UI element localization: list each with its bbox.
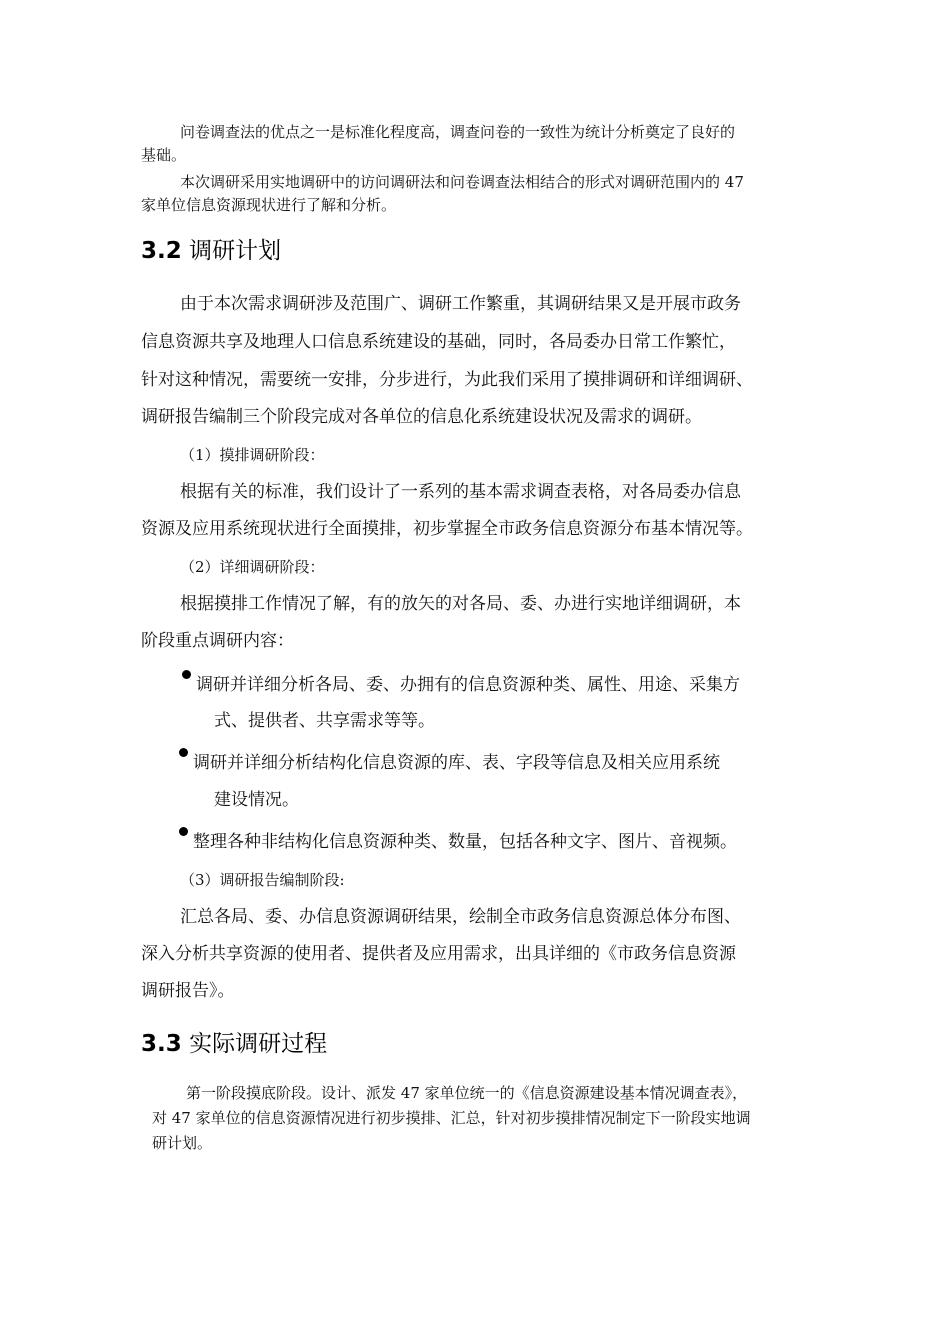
process-line3: 研计划。 xyxy=(152,1134,213,1152)
stage1-heading: （1）摸排调研阶段： xyxy=(180,446,325,464)
plan-para-line1: 由于本次需求调研涉及范围广、调研工作繁重，其调研结果又是开展市政务 xyxy=(180,294,741,314)
section-heading-3-2 xyxy=(141,236,281,266)
stage3-line3: 调研报告》。 xyxy=(141,981,235,1001)
section-title: 实际调研过程 xyxy=(189,1031,328,1057)
stage3-line1: 汇总各局、委、办信息资源调研结果，绘制全市政务信息资源总体分布图、 xyxy=(180,907,741,927)
bullet-icon xyxy=(179,827,188,836)
bullet3-line1: 整理各种非结构化信息资源种类、数量，包括各种文字、图片、音视频。 xyxy=(193,832,737,852)
stage1-line1: 根据有关的标准，我们设计了一系列的基本需求调查表格，对各局委办信息 xyxy=(180,482,741,502)
bullet1-line1: 调研并详细分析各局、委、办拥有的信息资源种类、属性、用途、采集方 xyxy=(196,675,740,695)
section-title: 调研计划 xyxy=(189,238,282,264)
stage2-line2: 阶段重点调研内容： xyxy=(141,631,294,651)
stage3-line2: 深入分析共享资源的使用者、提供者及应用需求，出具详细的《市政务信息资源 xyxy=(141,944,736,964)
section-number: 3.2 xyxy=(141,238,182,264)
intro-para1-line2: 基础。 xyxy=(141,146,187,164)
process-line2: 对 47 家单位的信息资源情况进行初步摸排、汇总，针对初步摸排情况制定下一阶段实地调 xyxy=(152,1109,751,1127)
bullet1-line2: 式、提供者、共享需求等等。 xyxy=(214,711,435,731)
bullet2-line1: 调研并详细分析结构化信息资源的库、表、字段等信息及相关应用系统 xyxy=(193,753,720,773)
bullet-icon xyxy=(179,748,188,757)
intro-para2-line1: 本次调研采用实地调研中的访问调研法和问卷调查法相结合的形式对调研范围内的 47 xyxy=(180,173,744,191)
stage2-line1: 根据摸排工作情况了解，有的放矢的对各局、委、办进行实地详细调研，本 xyxy=(180,594,741,614)
plan-para-line2: 信息资源共享及地理人口信息系统建设的基础，同时，各局委办日常工作繁忙， xyxy=(141,332,736,352)
plan-para-line4: 调研报告编制三个阶段完成对各单位的信息化系统建设状况及需求的调研。 xyxy=(141,407,702,427)
section-number: 3.3 xyxy=(141,1031,182,1057)
bullet2-line2: 建设情况。 xyxy=(214,790,299,810)
bullet-icon xyxy=(182,670,191,679)
intro-para2-line2: 家单位信息资源现状进行了解和分析。 xyxy=(141,196,397,214)
section-heading-3-3 xyxy=(141,1029,327,1059)
stage1-line2: 资源及应用系统现状进行全面摸排，初步掌握全市政务信息资源分布基本情况等。 xyxy=(141,519,753,539)
stage2-heading: （2）详细调研阶段： xyxy=(180,558,325,576)
process-line1: 第一阶段摸底阶段。设计、派发 47 家单位统一的《信息资源建设基本情况调查表》， xyxy=(186,1084,748,1102)
plan-para-line3: 针对这种情况，需要统一安排，分步进行，为此我们采用了摸排调研和详细调研、 xyxy=(141,370,753,390)
intro-para1-line1: 问卷调查法的优点之一是标准化程度高，调查问卷的一致性为统计分析奠定了良好的 xyxy=(180,123,736,141)
stage3-heading: （3）调研报告编制阶段: xyxy=(180,871,345,889)
